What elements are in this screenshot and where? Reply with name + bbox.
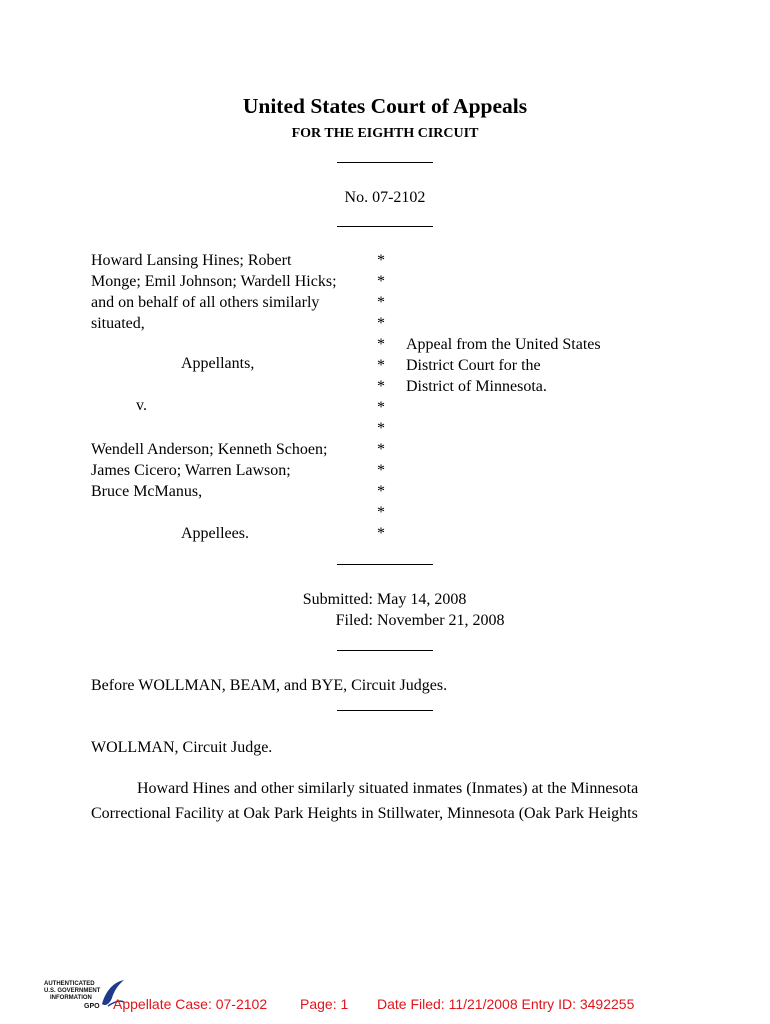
footer-filed: Date Filed: 11/21/2008 Entry ID: 3492255	[377, 996, 635, 1012]
star: *	[377, 504, 385, 521]
star: *	[377, 462, 385, 479]
appellees-role: Appellees.	[181, 525, 249, 542]
divider	[337, 162, 433, 163]
footer-page: Page: 1	[300, 996, 349, 1012]
divider	[337, 710, 433, 711]
circuit-subtitle: FOR THE EIGHTH CIRCUIT	[291, 126, 479, 141]
divider	[337, 226, 433, 227]
star: *	[377, 483, 385, 500]
divider	[337, 650, 433, 651]
opinion-body: Howard Hines and other similarly situated inmates (Inmates) at the Minnesota Correctional Facility at Oak Park Heights in Stillwater, Minnesota (Oak Park Heights	[91, 780, 639, 822]
filing-dates	[293, 589, 505, 631]
submitted-label: Submitted:	[302, 591, 373, 608]
star: *	[377, 357, 385, 374]
star: *	[377, 252, 385, 269]
submitted-date: May 14, 2008	[377, 591, 467, 608]
star: *	[377, 441, 385, 458]
filed-date: November 21, 2008	[377, 612, 505, 629]
star: *	[377, 336, 385, 353]
svg-text:INFORMATION: INFORMATION	[50, 995, 92, 1001]
star: *	[377, 399, 385, 416]
court-title: United States Court of Appeals	[242, 94, 528, 118]
caption-star-column	[377, 250, 385, 544]
divider	[337, 564, 433, 565]
docket-number: No. 07-2102	[344, 189, 426, 206]
star: *	[377, 273, 385, 290]
filed-label: Filed:	[335, 612, 373, 629]
star: *	[377, 378, 385, 395]
star: *	[377, 294, 385, 311]
svg-text:U.S. GOVERNMENT: U.S. GOVERNMENT	[44, 988, 101, 994]
appeal-from: Appeal from the United States District Court for the District of Minnesota.	[406, 336, 601, 395]
opinion-author: WOLLMAN, Circuit Judge.	[91, 739, 273, 756]
star: *	[377, 315, 385, 332]
versus-label: v.	[136, 397, 147, 414]
star: *	[377, 420, 385, 437]
svg-text:AUTHENTICATED: AUTHENTICATED	[44, 981, 95, 987]
star: *	[377, 525, 385, 542]
svg-text:GPO: GPO	[84, 1003, 100, 1010]
footer-case: Appellate Case: 07-2102	[113, 996, 268, 1012]
appellants-role: Appellants,	[181, 355, 255, 372]
appellees-names: Wendell Anderson; Kenneth Schoen; James Cicero; Warren Lawson; Bruce McManus,	[91, 441, 328, 500]
panel-line: Before WOLLMAN, BEAM, and BYE, Circuit Judges.	[91, 677, 448, 694]
appellants-names: Howard Lansing Hines; Robert Monge; Emil Johnson; Wardell Hicks; and on behalf of all others similarly situated,	[91, 252, 337, 332]
